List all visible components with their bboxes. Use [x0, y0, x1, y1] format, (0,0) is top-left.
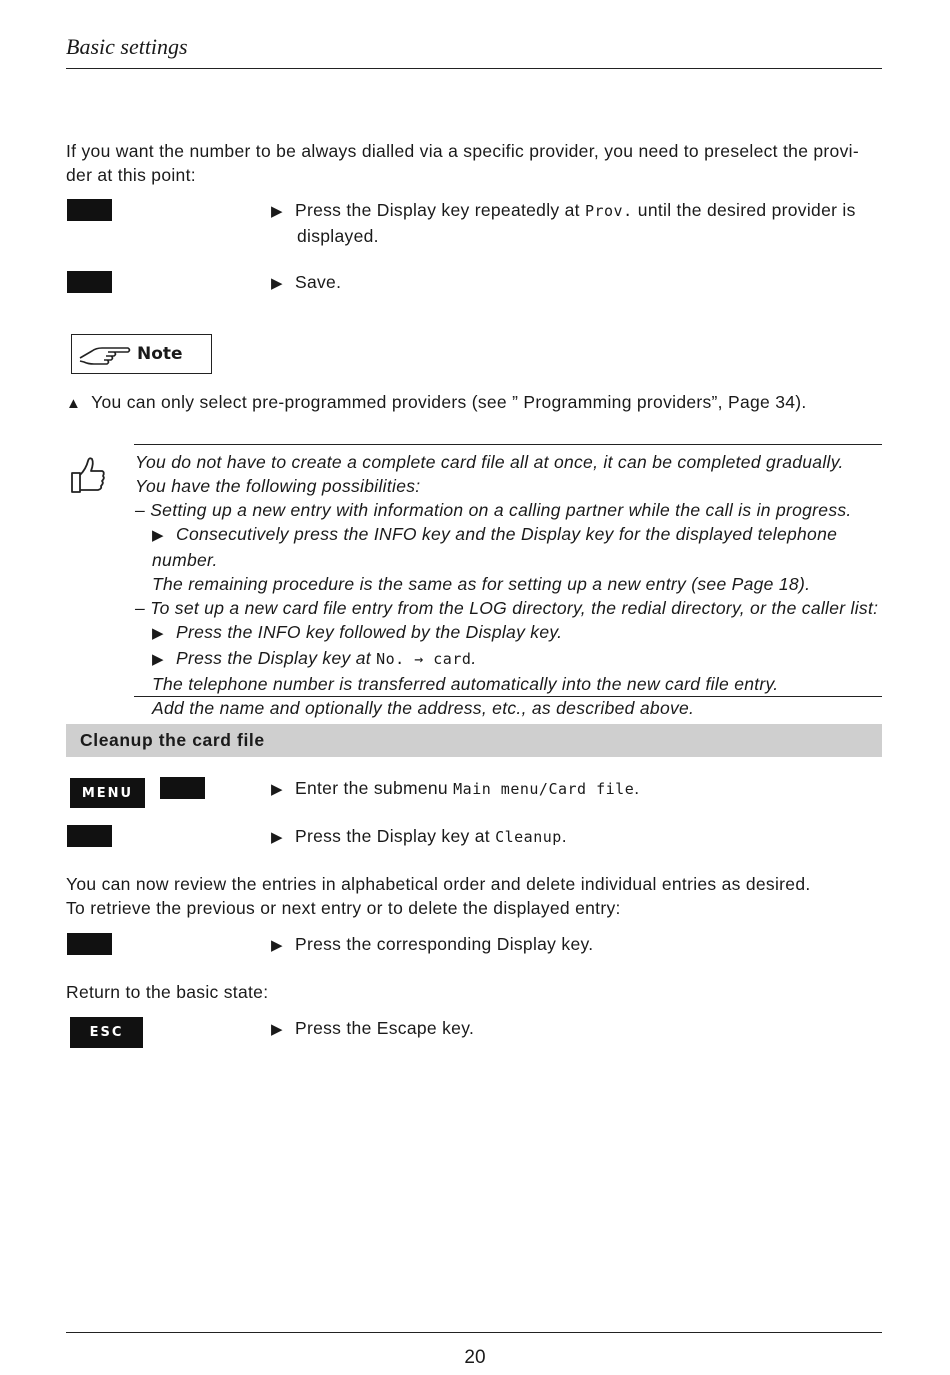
intro-paragraph: [66, 139, 859, 187]
tip-line: The remaining procedure is the same as for setting up a new entry (see Page 18).: [152, 574, 811, 594]
step-text: .: [634, 778, 640, 798]
display-code: Prov.: [584, 202, 633, 220]
tip-top-rule: [134, 444, 882, 445]
page-number: 20: [464, 1347, 486, 1368]
arrow-right-icon: ▶: [271, 781, 283, 798]
step-text: displayed.: [297, 226, 379, 246]
display-code: Main menu/Card file: [453, 780, 635, 798]
intro-line: If you want the number to be always dialled via a specific provider, you need to preselect the provi-: [66, 141, 859, 161]
tip-line: Add the name and optionally the address, etc., as described above.: [152, 698, 695, 718]
step-text: .: [561, 826, 567, 846]
step-cleanup: [271, 824, 567, 850]
tip-line: – Setting up a new entry with information on a calling partner while the call is in progress.: [135, 500, 852, 520]
note-text: [66, 390, 807, 416]
display-key-icon: [67, 271, 112, 293]
header-rule: [66, 68, 882, 69]
return-text: Return to the basic state:: [66, 982, 269, 1002]
esc-key: ESC: [70, 1017, 143, 1048]
review-line: You can now review the entries in alphabetical order and delete individual entries as desired.: [66, 874, 811, 894]
tip-line: Consecutively press the INFO key and the Display key for the displayed telephone number.: [152, 524, 838, 570]
arrow-right-icon: ▶: [271, 203, 283, 220]
tip-line: Press the INFO key followed by the Display key.: [176, 622, 563, 642]
step-select-provider: [271, 198, 886, 248]
step-text: Press the Escape key.: [295, 1018, 475, 1038]
note-label: Note: [137, 344, 183, 364]
note-box: [71, 334, 212, 374]
arrow-right-icon: ▶: [271, 275, 283, 292]
step-corresponding-key: [271, 932, 593, 958]
step-text: Press the Display key at: [295, 826, 496, 846]
intro-line: der at this point:: [66, 165, 196, 185]
step-save: [271, 270, 341, 296]
tip-line: .: [471, 648, 477, 668]
pointing-hand-icon: [78, 341, 132, 367]
arrow-right-icon: ▶: [152, 651, 164, 668]
review-paragraph: [66, 872, 811, 920]
step-escape: [271, 1016, 474, 1042]
step-text: Enter the submenu: [295, 778, 454, 798]
arrow-right-icon: ▶: [152, 527, 164, 544]
tip-text-block: [135, 450, 895, 720]
display-key-icon: [160, 777, 205, 799]
thumbs-up-icon: [68, 455, 108, 495]
display-code: Cleanup: [495, 828, 562, 846]
note-line: You can only select pre-programmed providers (see ” Programming providers”, Page 34).: [91, 392, 807, 412]
display-key-icon: [67, 933, 112, 955]
page-header-title: Basic settings: [66, 34, 188, 59]
arrow-right-icon: ▶: [271, 937, 283, 954]
display-key-icon: [67, 199, 112, 221]
arrow-right-icon: ▶: [152, 625, 164, 642]
tip-line: The telephone number is transferred automatically into the new card file entry.: [152, 674, 779, 694]
triangle-up-icon: ▲: [66, 395, 82, 412]
display-code: No. → card: [376, 650, 472, 668]
menu-key: MENU: [70, 778, 145, 808]
arrow-right-icon: ▶: [271, 829, 283, 846]
step-text: Press the corresponding Display key.: [295, 934, 594, 954]
display-key-icon: [67, 825, 112, 847]
tip-line: Press the Display key at: [176, 648, 377, 668]
tip-line: – To set up a new card file entry from the LOG directory, the redial directory, or the caller list:: [135, 598, 879, 618]
footer-rule: [66, 1332, 882, 1333]
tip-bottom-rule: [134, 696, 882, 697]
step-text: Press the Display key repeatedly at: [295, 200, 585, 220]
tip-line: You have the following possibilities:: [135, 476, 421, 496]
arrow-right-icon: ▶: [271, 1021, 283, 1038]
review-line: To retrieve the previous or next entry or to delete the displayed entry:: [66, 898, 621, 918]
section-title: Cleanup the card file: [80, 730, 265, 750]
section-heading-bar: [66, 724, 882, 757]
step-text: until the desired provider is: [632, 200, 856, 220]
tip-line: You do not have to create a complete card file all at once, it can be completed gradually.: [135, 452, 844, 472]
step-enter-submenu: [271, 776, 639, 802]
step-text: Save.: [295, 272, 342, 292]
